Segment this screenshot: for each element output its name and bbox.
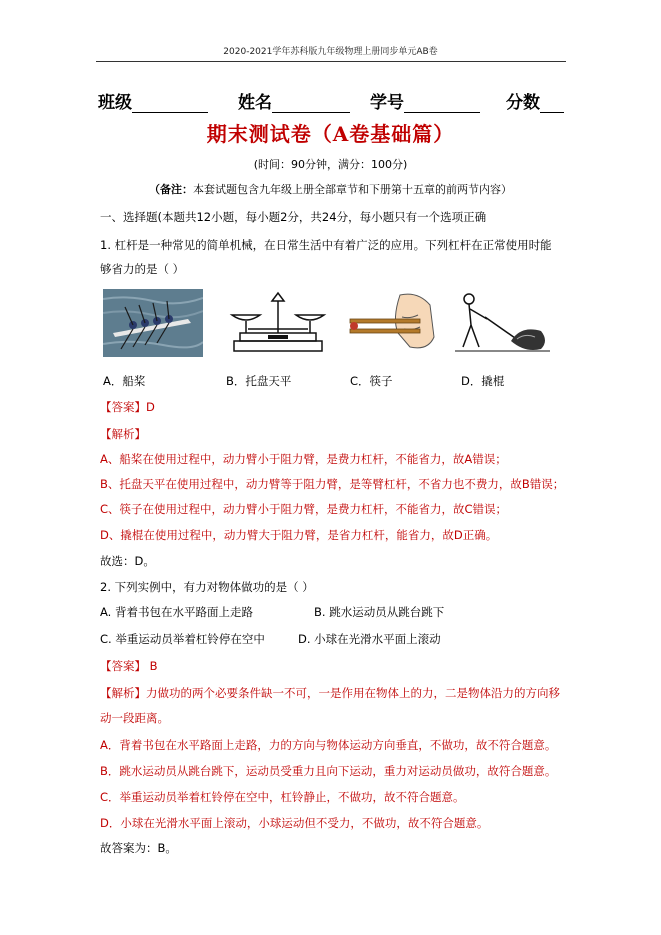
q2-detail-c: C．举重运动员举着杠铃停在空中，杠铃静止，不做功，故不符合题意。 bbox=[100, 790, 465, 804]
q2-conclusion: 故答案为：B。 bbox=[100, 841, 177, 855]
q2-option-a: A. 背着书包在水平路面上走路 bbox=[100, 605, 253, 619]
q1-stem-line2: 够省力的是（ ） bbox=[100, 262, 185, 276]
q1-option-c: C．筷子 bbox=[350, 374, 393, 388]
q1-option-a: A．船桨 bbox=[103, 374, 146, 388]
q2-detail-b: B．跳水运动员从跳台跳下，运动员受重力且向下运动，重力对运动员做功，故符合题意。 bbox=[100, 764, 557, 778]
name-label: 姓名 bbox=[238, 93, 272, 113]
q2-detail-d: D．小球在光滑水平面上滚动，小球运动但不受力，不做功，故不符合题意。 bbox=[100, 816, 489, 830]
name-field bbox=[238, 88, 350, 113]
name-blank bbox=[272, 94, 350, 113]
exam-subtitle: (时间：90分钟，满分：100分) bbox=[253, 158, 408, 171]
exam-note bbox=[0, 181, 661, 197]
note-prefix: （备注： bbox=[149, 183, 193, 196]
q1-conclusion: 故选：D。 bbox=[100, 554, 155, 568]
q1-analysis-d: D、撬棍在使用过程中，动力臂大于阻力臂，是省力杠杆，能省力，故D正确。 bbox=[100, 528, 498, 542]
q2-analysis-line1 bbox=[100, 685, 560, 701]
score-blank bbox=[540, 94, 564, 113]
class-field bbox=[98, 88, 208, 113]
chopsticks-image bbox=[348, 289, 436, 357]
class-blank bbox=[132, 94, 208, 113]
page-header: 2020-2021学年苏科版九年级物理上册同步单元AB卷 bbox=[223, 47, 438, 57]
q1-option-b: B．托盘天平 bbox=[226, 374, 292, 388]
class-label: 班级 bbox=[98, 93, 132, 113]
q1-analysis-label: 【解析】 bbox=[100, 427, 146, 441]
section-heading: 一、选择题(本题共12小题，每小题2分，共24分，每小题只有一个选项正确 bbox=[100, 210, 487, 224]
q1-answer: 【答案】D bbox=[100, 400, 155, 414]
q2-option-b: B. 跳水运动员从跳台跳下 bbox=[314, 605, 445, 619]
student-id-label: 学号 bbox=[370, 93, 404, 113]
q2-analysis-line2: 动一段距离。 bbox=[100, 711, 169, 725]
student-info-line bbox=[98, 88, 568, 112]
exam-title: 期末测试卷（A卷基础篇） bbox=[206, 122, 455, 146]
crowbar-image bbox=[455, 289, 550, 357]
header-rule bbox=[96, 61, 566, 62]
balance-scale-image bbox=[228, 289, 328, 357]
q1-analysis-b: B、托盘天平在使用过程中，动力臂等于阻力臂，是等臂杠杆，不省力也不费力，故B错误； bbox=[100, 477, 565, 491]
q1-stem-line1: 1. 杠杆是一种常见的简单机械，在日常生活中有着广泛的应用。下列杠杆在正常使用时能 bbox=[100, 238, 552, 252]
q1-analysis-a: A、船桨在使用过程中，动力臂小于阻力臂，是费力杠杆，不能省力，故A错误； bbox=[100, 452, 507, 466]
q1-analysis-c: C、筷子在使用过程中，动力臂小于阻力臂，是费力杠杆，不能省力，故C错误； bbox=[100, 502, 508, 516]
q2-stem: 2. 下列实例中，有力对物体做功的是（ ） bbox=[100, 580, 314, 594]
q2-analysis-label: 【解析】 bbox=[100, 686, 146, 700]
q2-option-d: D. 小球在光滑水平面上滚动 bbox=[298, 632, 441, 646]
q2-analysis-text: 力做功的两个必要条件缺一不可，一是作用在物体上的力，二是物体沿力的方向移 bbox=[146, 686, 560, 700]
note-text: 本套试题包含九年级上册全部章节和下册第十五章的前两节内容） bbox=[193, 183, 512, 196]
rowing-boat-image bbox=[103, 289, 203, 357]
q2-detail-a: A．背着书包在水平路面上走路，力的方向与物体运动方向垂直，不做功，故不符合题意。 bbox=[100, 738, 557, 752]
q2-option-c: C. 举重运动员举着杠铃停在空中 bbox=[100, 632, 265, 646]
q1-option-d: D．撬棍 bbox=[461, 374, 505, 388]
score-label: 分数 bbox=[506, 93, 540, 113]
student-id-field bbox=[370, 88, 480, 113]
q2-answer: 【答案】 B bbox=[100, 659, 158, 673]
student-id-blank bbox=[404, 94, 480, 113]
score-field bbox=[506, 88, 564, 113]
